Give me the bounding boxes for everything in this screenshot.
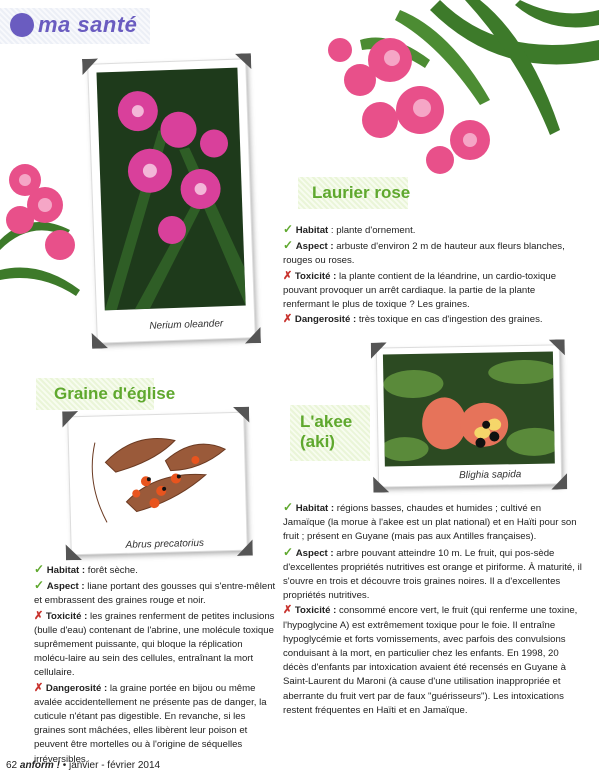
section-title: ma santé (38, 12, 138, 37)
cross-icon: ✗ (34, 609, 44, 622)
oleander-flowers-illustration (300, 0, 599, 200)
cross-icon: ✗ (283, 269, 293, 282)
graine-photo (74, 419, 240, 536)
graine-body (34, 562, 277, 767)
laurier-photo-frame (88, 59, 255, 342)
akee-caption: Blighia sapida (458, 469, 522, 482)
page-footer (6, 760, 160, 771)
laurier-body (283, 222, 583, 327)
akee-line-aspect: ✓ Aspect : arbre pouvant atteindre 10 m. Le fruit, qui pos-sède d'excellentes propriétés nutritives est orange et piriforme. À maturité, il s'ouvre en trois et découvre trois graines noires. Il a d'excellentes propriétés nutritives. (283, 544, 582, 602)
issue-date: • janvier - février 2014 (62, 760, 161, 771)
laurier-line-toxicite: ✗ Toxicité : la plante contient de la léandrine, un cardio-toxique pouvant provoquer un arrêt cardiaque. la partie de la plante renfermant le plus de toxique ? Les graines. (283, 269, 557, 311)
section-bullet-icon (10, 13, 34, 37)
photo-corner (92, 332, 109, 349)
laurier-line-aspect: ✓ Aspect : arbuste d'environ 2 m de hauteur aux fleurs blanches, rouges ou roses. (283, 238, 565, 267)
graine-line-aspect: ✓ Aspect : liane portant des gousses qui s'entre-mêlent et embrassent des graines rouge et noir. (34, 578, 276, 607)
magazine-name: anform ! (19, 760, 60, 771)
akee-photo (383, 352, 555, 467)
laurier-line-habitat: ✓ Habitat : plante d'ornement. (283, 222, 416, 236)
laurier-line-dangerosite: ✗ Dangerosité : très toxique en cas d'ingestion des graines. (283, 313, 543, 326)
photo-corner (244, 327, 261, 344)
photo-corner (551, 473, 567, 489)
laurier-caption: Nerium oleander (149, 318, 224, 332)
check-icon: ✓ (283, 500, 294, 514)
graine-caption: Abrus precatorius (125, 537, 205, 551)
photo-corner (237, 540, 253, 556)
photo-corner (66, 544, 82, 560)
laurier-photo (96, 68, 245, 311)
akee-photo-frame (377, 345, 561, 486)
cross-icon: ✗ (34, 681, 44, 694)
graine-line-toxicite: ✗ Toxicité : les graines renferment de petites inclusions (bulle d'eau) contenant de l'abrine, une molécule toxique suprêmement puissante, qui bloque la réplication molécu-laire au sein des cellules, entraînant la mort cellulaire. (34, 609, 275, 679)
check-icon: ✓ (34, 578, 45, 593)
check-icon: ✓ (34, 562, 45, 576)
akee-line-toxicite: ✗ Toxicité : consommé encore vert, le fruit (qui renferme une toxine, l'hypoglycine A) est extrêmement toxique pour le foie. Il entraîne hypoglycémie et forts vomissements, avec parfois des convulsions conduisant à la mort, en particulier chez les enfants. En 1998, 20 décès d'enfants par intoxication avaient été recensés en Guyane à Saint-Laurent du Maroni (à cause d'une utilisation inappropriée et aberrante du fruit vert par de faux "guérisseurs"). Les intoxications restent fréquentes en Haïti et en Jamaïque. (283, 604, 578, 716)
akee-title-line2: (aki) (300, 431, 335, 451)
page-number: 62 (6, 760, 18, 771)
graine-photo-frame (68, 413, 247, 555)
graine-line-dangerosite: ✗ Dangerosité : la graine portée en bijou ou même avalée accidentellement ne présente pas de danger, la cuticule n'étant pas digestible. En revanche, si les graines sont mâchées, elles libèrent leur poison et peuvent être mortelles ou à l'origine de séquelles irréversibles. (34, 681, 267, 765)
photo-corner (373, 476, 389, 492)
oleander-branch-illustration (0, 150, 95, 320)
check-icon: ✓ (283, 222, 294, 236)
laurier-title: Laurier rose (312, 183, 411, 202)
cross-icon: ✗ (283, 313, 293, 326)
graine-title: Graine d'église (54, 384, 176, 403)
check-icon: ✓ (283, 238, 294, 253)
akee-line-habitat: ✓ Habitat : régions basses, chaudes et humides ; cultivé en Jamaïque (la morue à l'akee est un plat national) et en Haïti pour son fruit ; présent en Guyane (mais pas aux Antilles françaises). (283, 500, 577, 543)
check-icon: ✓ (283, 544, 294, 559)
cross-icon: ✗ (283, 604, 293, 617)
akee-body (283, 500, 583, 718)
graine-line-habitat: ✓ Habitat : forêt sèche. (34, 562, 138, 576)
akee-title (300, 412, 352, 451)
akee-title-line1: L'akee (300, 412, 353, 431)
